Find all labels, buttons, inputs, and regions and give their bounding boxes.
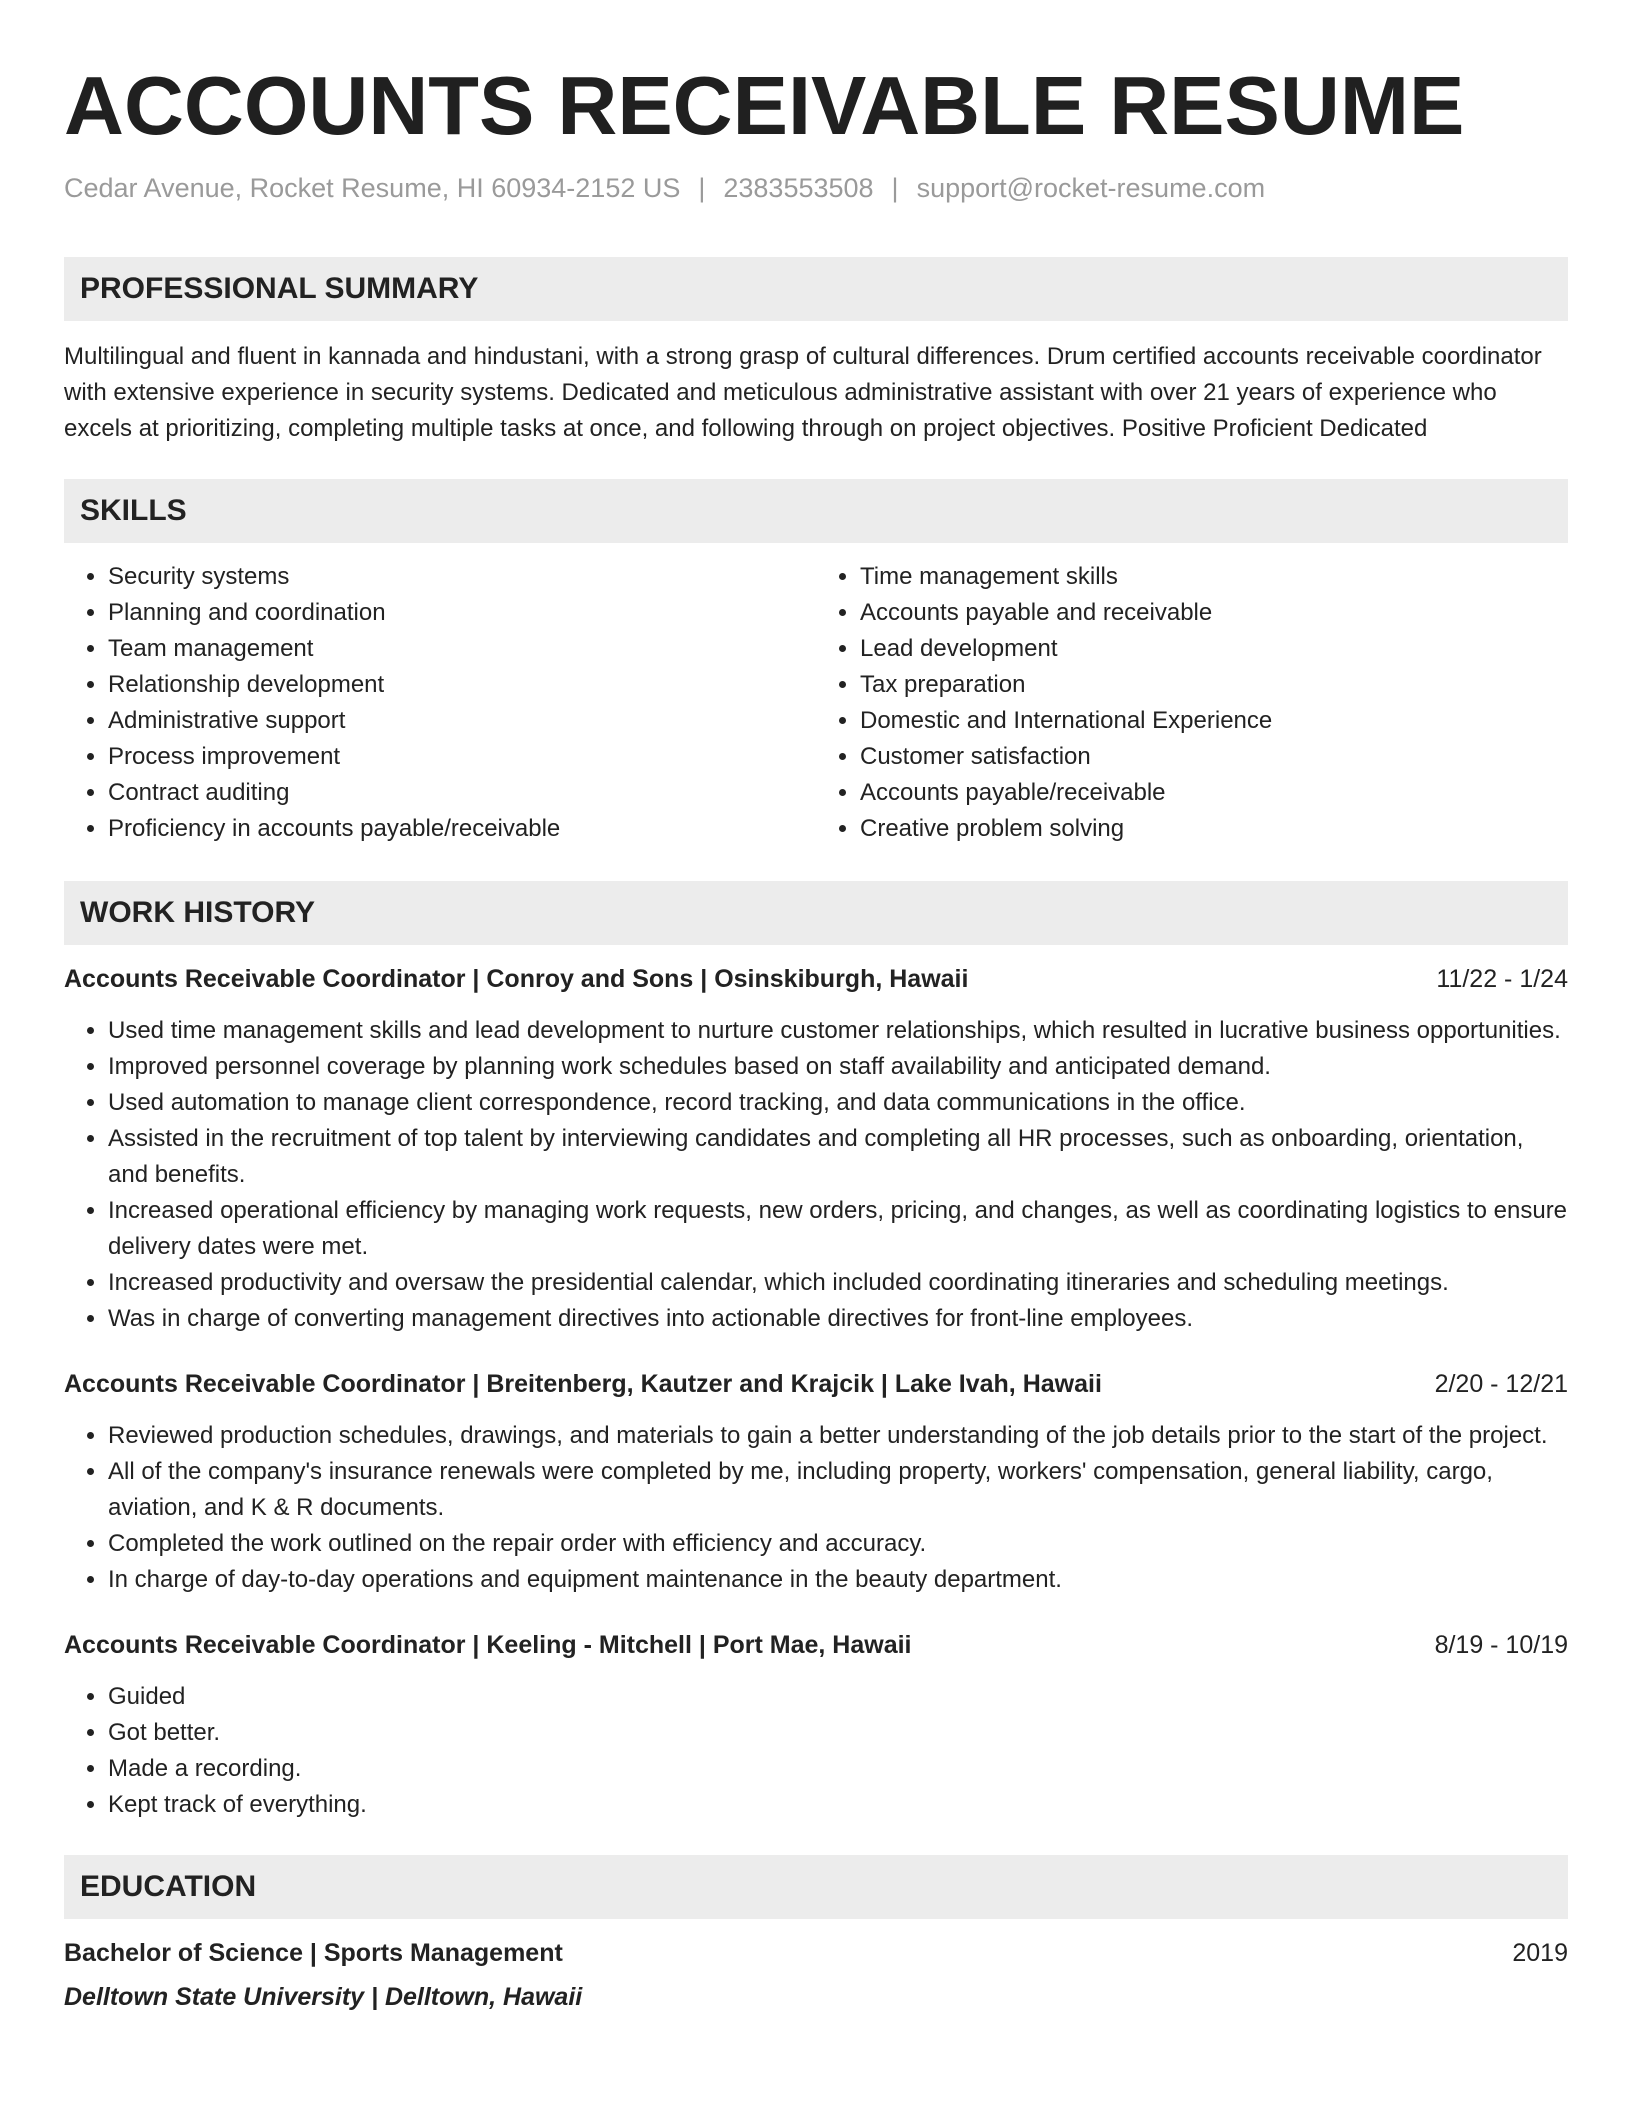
skill-item: • Customer satisfaction <box>860 739 1568 775</box>
summary-text: Multilingual and fluent in kannada and hindustani, with a strong grasp of cultural differences. Drum certified accounts receivable coordinator with extensive experience in security systems. Dedicated and meticulous administrative assistant with over 21 years of experience who excels at prioritizing, completing multiple tasks at once, and following through on project objectives. Positive Proficient Dedicated <box>64 343 1542 442</box>
job-bullet: • Was in charge of converting management directives into actionable directives for front-line employees. <box>108 1301 1568 1337</box>
skill-item: • Domestic and International Experience <box>860 703 1568 739</box>
skills-list-left <box>64 559 816 847</box>
education-year: 2019 <box>1512 1939 1568 1967</box>
contact-address: Cedar Avenue, Rocket Resume, HI 60934-2152 US <box>64 173 681 203</box>
job-title: Accounts Receivable Coordinator | Conroy and Sons | Osinskiburgh, Hawaii <box>64 965 969 993</box>
job-bullet: • Reviewed production schedules, drawings, and materials to gain a better understanding of the job details prior to the start of the project. <box>108 1418 1568 1454</box>
skill-item: • Creative problem solving <box>860 811 1568 847</box>
job-bullets <box>64 1418 1568 1598</box>
work-section <box>64 881 1568 1823</box>
skill-item: • Team management <box>108 631 816 667</box>
job-bullet: • Got better. <box>108 1715 1568 1751</box>
job-entry <box>64 1627 1568 1823</box>
summary-heading: PROFESSIONAL SUMMARY <box>64 257 1568 321</box>
contact-line <box>64 170 1568 206</box>
job-bullet: • Increased operational efficiency by managing work requests, new orders, pricing, and changes, as well as coordinating logistics to ensure delivery dates were met. <box>108 1193 1568 1265</box>
job-entry <box>64 961 1568 1337</box>
job-bullet: • Kept track of everything. <box>108 1787 1568 1823</box>
skill-item: • Administrative support <box>108 703 816 739</box>
job-bullet: • Completed the work outlined on the repair order with efficiency and accuracy. <box>108 1526 1568 1562</box>
contact-email: support@rocket-resume.com <box>916 173 1266 203</box>
skills-list-right <box>816 559 1568 847</box>
contact-separator: | <box>698 173 706 203</box>
skill-item: • Lead development <box>860 631 1568 667</box>
skill-item: • Contract auditing <box>108 775 816 811</box>
job-bullet: • Improved personnel coverage by planning work schedules based on staff availability and anticipated demand. <box>108 1049 1568 1085</box>
skill-item: • Planning and coordination <box>108 595 816 631</box>
education-heading: EDUCATION <box>64 1855 1568 1919</box>
skills-columns <box>64 559 1568 847</box>
job-bullet: • Used time management skills and lead development to nurture customer relationships, which resulted in lucrative business opportunities. <box>108 1013 1568 1049</box>
skill-item: • Process improvement <box>108 739 816 775</box>
job-bullet: • Made a recording. <box>108 1751 1568 1787</box>
job-header <box>64 1366 1568 1402</box>
summary-section <box>64 257 1568 447</box>
skill-item: • Accounts payable and receivable <box>860 595 1568 631</box>
skill-item: • Accounts payable/receivable <box>860 775 1568 811</box>
education-degree: Bachelor of Science | Sports Management <box>64 1939 563 1967</box>
education-header <box>64 1935 1568 1971</box>
job-title: Accounts Receivable Coordinator | Breitenberg, Kautzer and Krajcik | Lake Ivah, Hawaii <box>64 1370 1102 1398</box>
skills-section <box>64 479 1568 847</box>
skill-item: • Time management skills <box>860 559 1568 595</box>
job-header <box>64 961 1568 997</box>
job-dates: 2/20 - 12/21 <box>1434 1370 1568 1398</box>
job-dates: 8/19 - 10/19 <box>1434 1631 1568 1659</box>
job-header <box>64 1627 1568 1663</box>
contact-separator: | <box>891 173 899 203</box>
job-dates: 11/22 - 1/24 <box>1436 965 1568 993</box>
job-bullet: • Used automation to manage client correspondence, record tracking, and data communications in the office. <box>108 1085 1568 1121</box>
job-bullet: • Increased productivity and oversaw the presidential calendar, which included coordinating itineraries and scheduling meetings. <box>108 1265 1568 1301</box>
skill-item: • Relationship development <box>108 667 816 703</box>
job-bullet: • All of the company's insurance renewals were completed by me, including property, workers' compensation, general liability, cargo, aviation, and K & R documents. <box>108 1454 1568 1526</box>
job-bullet: • In charge of day-to-day operations and equipment maintenance in the beauty department. <box>108 1562 1568 1598</box>
skill-item: • Proficiency in accounts payable/receivable <box>108 811 816 847</box>
skill-item: • Tax preparation <box>860 667 1568 703</box>
skills-heading: SKILLS <box>64 479 1568 543</box>
job-bullet: • Guided <box>108 1679 1568 1715</box>
work-heading: WORK HISTORY <box>64 881 1568 945</box>
job-entry <box>64 1366 1568 1598</box>
job-bullets <box>64 1013 1568 1337</box>
contact-phone: 2383553508 <box>723 173 874 203</box>
job-title: Accounts Receivable Coordinator | Keeling - Mitchell | Port Mae, Hawaii <box>64 1631 912 1659</box>
education-school: Delltown State University | Delltown, Hawaii <box>64 1983 583 2011</box>
education-section <box>64 1855 1568 2015</box>
resume-title: ACCOUNTS RECEIVABLE RESUME <box>64 59 1465 152</box>
job-bullets <box>64 1679 1568 1823</box>
skill-item: • Security systems <box>108 559 816 595</box>
job-bullet: • Assisted in the recruitment of top talent by interviewing candidates and completing all HR processes, such as onboarding, orientation, and benefits. <box>108 1121 1568 1193</box>
